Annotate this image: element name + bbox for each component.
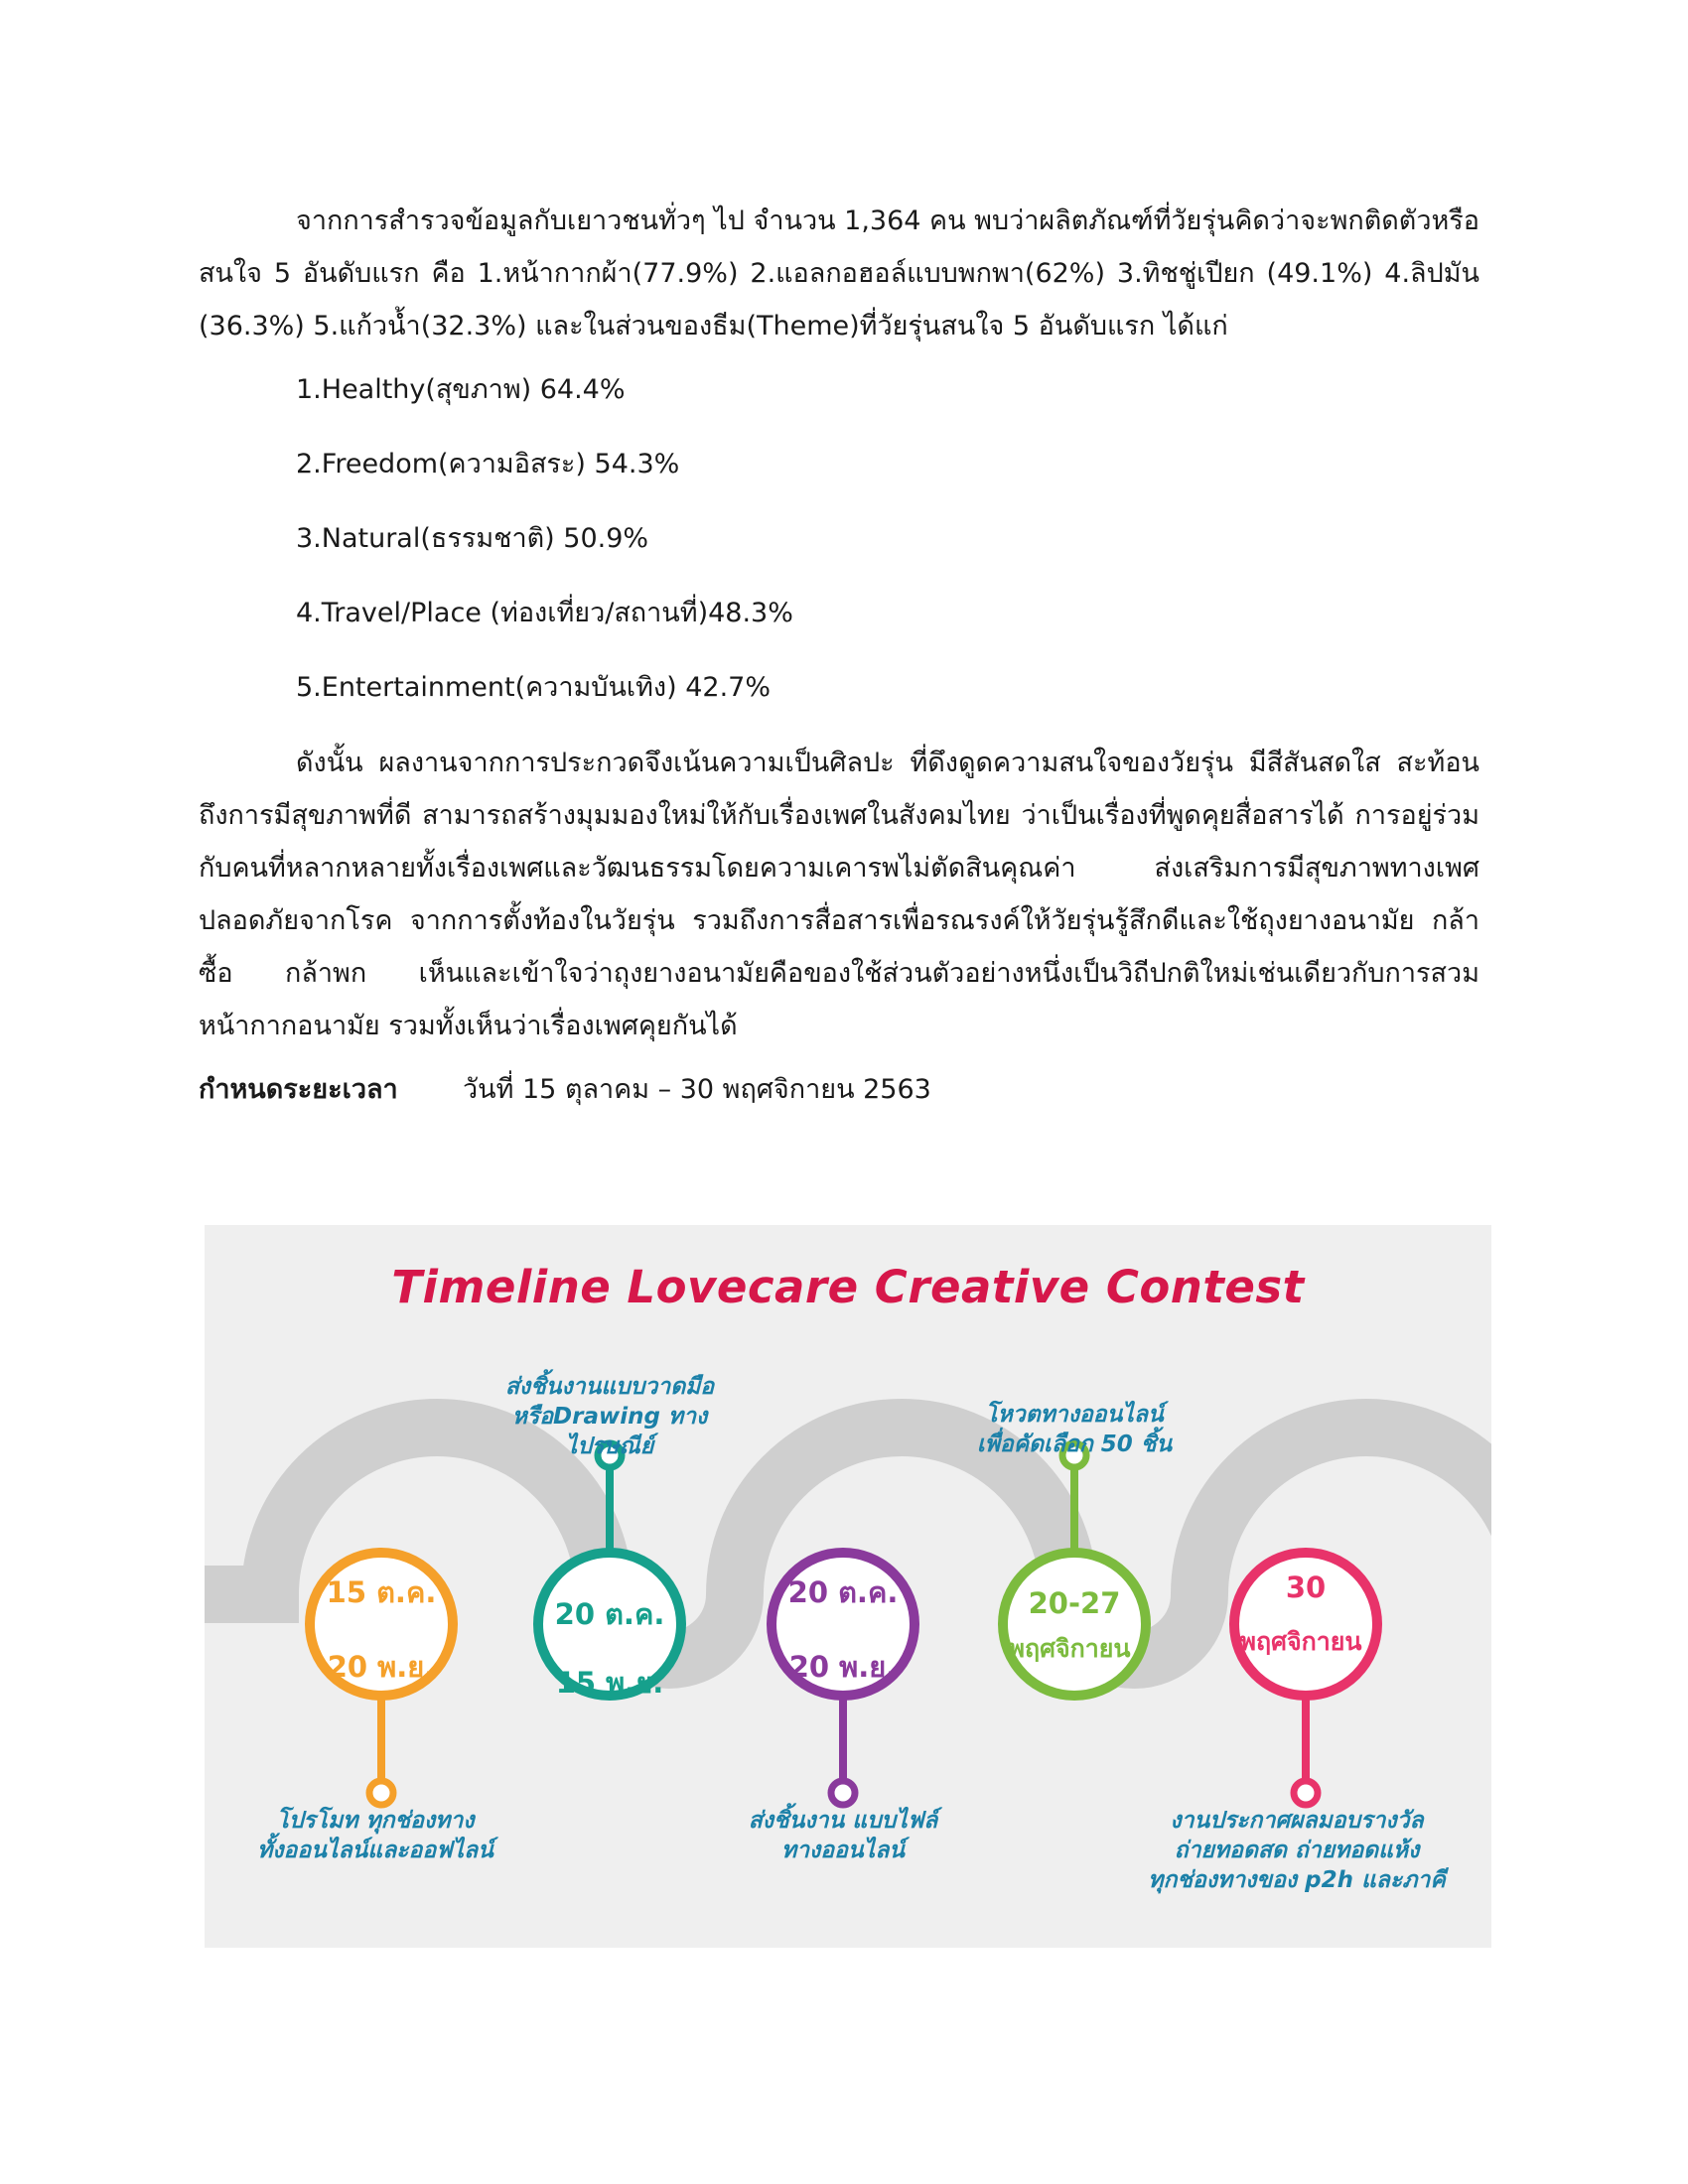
stage2-date-line2: 15 พ.ย. <box>555 1666 664 1700</box>
stage2-caption <box>441 1372 778 1461</box>
stage3-date-line2: 20 พ.ย. <box>788 1650 898 1684</box>
caption-line: ไปรษณีย์ <box>565 1433 654 1459</box>
caption-line: โปรโมท ทุกช่องทาง <box>276 1808 475 1834</box>
stage5-date-line1: 30 <box>1285 1570 1327 1604</box>
caption-line: ทุกช่องทางของ p2h และภาคี <box>1148 1867 1446 1893</box>
caption-line: โหวตทางออนไลน์ <box>985 1402 1164 1428</box>
stage-ring <box>1003 1553 1146 1696</box>
theme-item: 3.Natural(ธรรมชาติ) 50.9% <box>296 523 649 554</box>
stage1-date-line2: 20 พ.ย. <box>327 1650 436 1684</box>
stage-end-dot <box>369 1781 393 1805</box>
period-label: กำหนดระยะเวลา <box>199 1074 398 1105</box>
theme-item: 4.Travel/Place (ท่องเที่ยว/สถานที่)48.3% <box>296 598 793 628</box>
caption-line: ส่งชิ้นงานแบบวาดมือ <box>504 1374 715 1400</box>
caption-line: หรือDrawing ทาง <box>511 1404 708 1430</box>
stage3-caption <box>679 1806 1007 1865</box>
theme-list <box>199 370 1479 708</box>
caption-line: ทั้งออนไลน์และออฟไลน์ <box>257 1838 493 1863</box>
document-body <box>199 195 1479 1110</box>
caption-line: เพื่อคัดเลือก 50 ชิ้น <box>976 1432 1173 1457</box>
theme-item: 2.Freedom(ความอิสระ) 54.3% <box>296 449 680 479</box>
stage1-date-line1: 15 ต.ค. <box>326 1575 437 1609</box>
stage-end-dot <box>831 1781 855 1805</box>
timeline-infographic <box>205 1225 1491 1948</box>
intro-paragraph <box>199 195 1479 352</box>
period-line <box>199 1070 1479 1110</box>
stage4-date-line2: พฤศจิกายน <box>1008 1634 1131 1663</box>
intro-text: จากการสำรวจข้อมูลกับเยาวชนทั่วๆ ไป จำนวน 1,364 คน พบว่าผลิตภัณฑ์ที่วัยรุ่นคิดว่าจะพกติดตัวหรือสนใจ 5 อันดับแรก คือ 1.หน้ากากผ้า(77.9%) 2.แอลกอฮอล์แบบพกพา(62%) 3.ทิชชู่เปียก (49.1%) 4.ลิปมัน (36.3%) 5.แก้วน้ำ(32.3%) และในส่วนของธีม(Theme)ที่วัยรุ่นสนใจ 5 อันดับแรก ได้แก่ <box>199 205 1479 341</box>
caption-line: ถ่ายทอดสด ถ่ายทอดแห้ง <box>1174 1838 1420 1863</box>
conclusion-text: ดังนั้น ผลงานจากการประกวดจึงเน้นความเป็นศิลปะ ที่ดึงดูดความสนใจของวัยรุ่น มีสีสันสดใส สะท้อนถึงการมีสุขภาพที่ดี สามารถสร้างมุมมองใหม่ให้กับเรื่องเพศในสังคมไทย ว่าเป็นเรื่องที่พูดคุยสื่อสารได้ การอยู่ร่วมกับคนที่หลากหลายทั้งเรื่องเพศและวัฒนธรรมโดยความเคารพไม่ตัดสินคุณค่า ส่งเสริมการมีสุขภาพทางเพศปลอดภัยจากโรค จากการตั้งท้องในวัยรุ่น รวมถึงการสื่อสารเพื่อรณรงค์ให้วัยรุ่นรู้สึกดีและใช้ถุงยางอนามัย กล้าซื้อ กล้าพก เห็นและเข้าใจว่าถุงยางอนามัยคือของใช้ส่วนตัวอย่างหนึ่งเป็นวิถีปกติใหม่เช่นเดียวกับการสวมหน้ากากอนามัย รวมทั้งเห็นว่าเรื่องเพศคุยกันได้ <box>199 748 1479 1041</box>
infographic-title: Timeline Lovecare Creative Contest <box>391 1261 1305 1313</box>
period-value: วันที่ 15 ตุลาคม – 30 พฤศจิกายน 2563 <box>463 1074 931 1105</box>
stage4-date-line1: 20-27 <box>1028 1586 1121 1620</box>
theme-item: 1.Healthy(สุขภาพ) 64.4% <box>296 374 626 405</box>
stage-end-dot <box>1294 1781 1318 1805</box>
stage3-date-line1: 20 ต.ค. <box>787 1575 899 1609</box>
stage1-caption <box>216 1806 534 1865</box>
caption-line: ส่งชิ้นงาน แบบไฟล์ <box>748 1808 938 1834</box>
stage4-caption <box>906 1400 1243 1459</box>
theme-item: 5.Entertainment(ความบันเทิง) 42.7% <box>296 672 771 703</box>
stage5-caption <box>1118 1806 1476 1895</box>
stage5-date-line2: พฤศจิกายน <box>1239 1627 1362 1656</box>
caption-line: ทางออนไลน์ <box>780 1838 906 1863</box>
stage2-date-line1: 20 ต.ค. <box>554 1597 665 1631</box>
caption-line: งานประกาศผลมอบรางวัล <box>1170 1808 1424 1834</box>
conclusion-paragraph <box>199 737 1479 1052</box>
